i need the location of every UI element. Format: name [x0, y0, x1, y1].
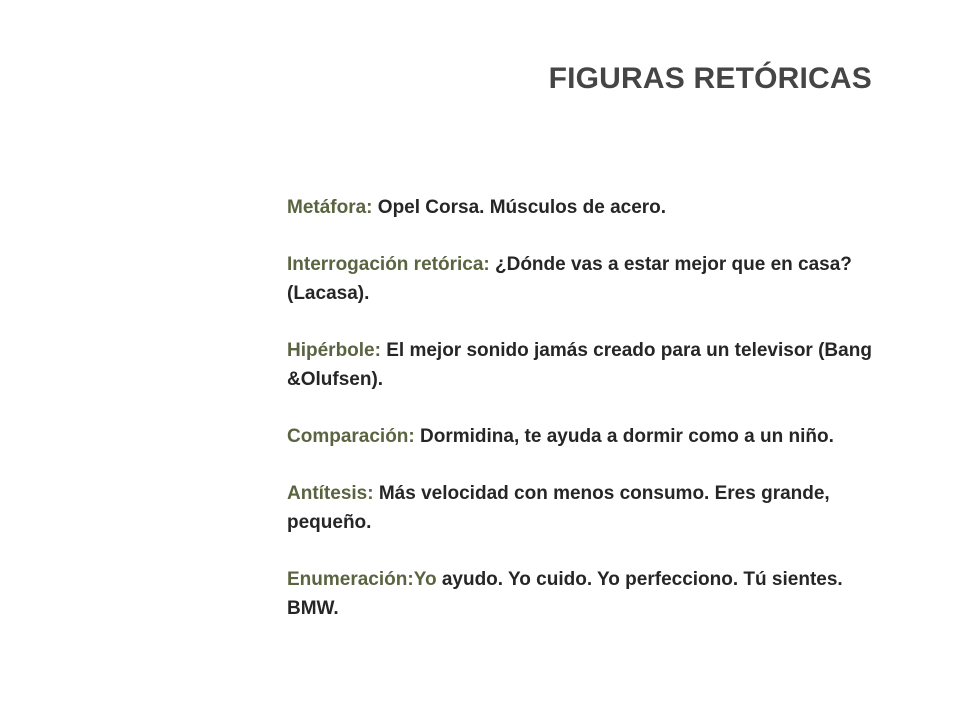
figure-term: Metáfora: [287, 197, 373, 218]
figure-item-antitesis [287, 479, 887, 537]
figure-example: ayudo. Yo cuido. Yo perfecciono. Tú sientes. BMW. [287, 569, 843, 619]
figure-example: Opel Corsa. Músculos de acero. [372, 197, 667, 218]
figure-item-interrogacion-retorica [287, 250, 887, 308]
figure-term: Enumeración:Yo [287, 569, 437, 590]
figure-example: ¿Dónde vas a estar mejor que en casa? (Lacasa). [287, 254, 852, 304]
figure-item-enumeracion [287, 565, 887, 623]
figure-example: El mejor sonido jamás creado para un televisor (Bang &Olufsen). [287, 340, 872, 390]
figure-term: Comparación: [287, 426, 415, 447]
figure-item-metafora [287, 193, 887, 222]
figure-term: Hipérbole: [287, 340, 381, 361]
figure-term: Interrogación retórica: [287, 254, 490, 275]
figure-example: Dormidina, te ayuda a dormir como a un niño. [414, 426, 834, 447]
figure-item-hiperbole [287, 336, 887, 394]
figure-term: Antítesis: [287, 483, 374, 504]
figure-example: Más velocidad con menos consumo. Eres grande, pequeño. [287, 483, 830, 533]
slide-title: FIGURAS RETÓRICAS [548, 62, 872, 95]
rhetorical-figures-list [287, 193, 887, 651]
figure-item-comparacion [287, 422, 887, 451]
